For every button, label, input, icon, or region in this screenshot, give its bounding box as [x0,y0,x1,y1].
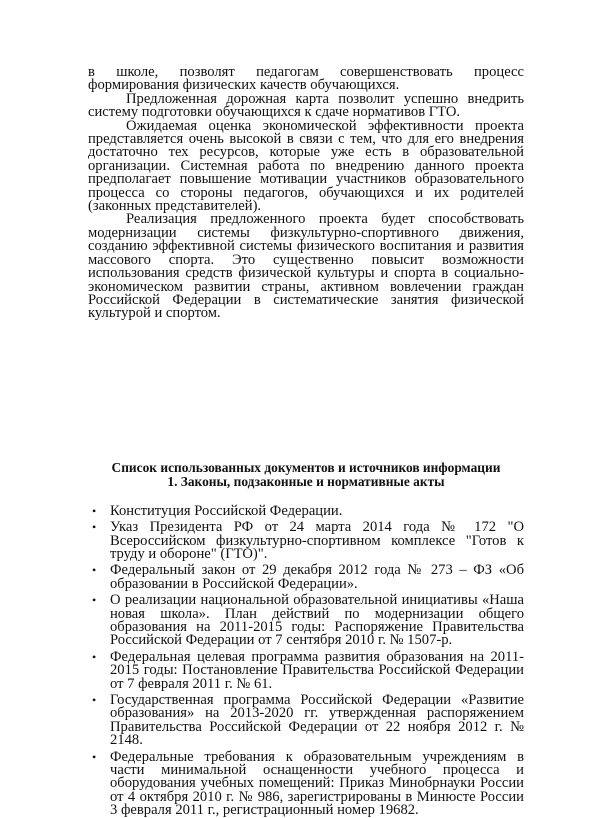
bullet-icon: • [92,520,97,535]
reference-item [92,562,524,592]
body-paragraph-1: в школе, позволят педагогам совершенствовать процесс формирования физических качеств обучающихся. [88,64,524,94]
bullet-icon: • [92,749,97,764]
references-list [88,502,524,818]
reference-text: Федеральные требования к образовательным учреждениям в части минимальной оснащенности учебного процесса и оборудования учебных помещений: Приказ Минобрнауки России от 4 октября 2010 г. № 986, зарегистрированы в Минюсте России 3 февраля 2011 г., регистрационный номер 19682. [110,748,524,818]
reference-text: Федеральный закон от 29 декабря 2012 года № 273 – ФЗ «Об образовании в Российской Федерации». [110,562,524,592]
body-paragraph-2: Предложенная дорожная карта позволит успешно внедрить систему подготовки обучающихся к сдаче нормативов ГТО. [88,90,524,121]
reference-text: Государственная программа Российской Федерации «Развитие образования» на 2013-2020 гг. утвержденная распоряжением Правительства Российской Федерации от 22 ноября 2012 г. № 2148. [110,692,524,749]
reference-text: Указ Президента РФ от 24 марта 2014 года № 172 "О Всероссийском физкультурно-спортивном комплексе "Готов к труду и обороне" (ГТО)". [110,519,524,562]
references-heading [88,461,524,489]
reference-item [92,692,524,749]
bullet-icon: • [92,563,97,578]
bullet-icon: • [92,593,97,608]
body-paragraph-3: Ожидаемая оценка экономической эффективности проекта представляется очень высокой в связи с тем, что для его внедрения достаточно тех ресурсов, которые уже есть в образовательной организации. Системная работа по внедрению данного проекта предполагает повышение мотивации участников образовательного процесса со стороны педагогов, обучающихся и их родителей (законных представителей). [88,117,524,215]
bullet-icon: • [92,503,97,518]
reference-item [92,648,524,692]
body-paragraph-4: Реализация предложенного проекта будет способствовать модернизации системы физкультурно-спортивного движения, созданию эффективной системы физического воспитания и развития массового спорта. Это существенно повысит возможности использования средств физической культуры и спорта в социально-экономическом развитии страны, активном вовлечении граждан Российской Федерации в систематические занятия физической культурой и спортом. [88,211,524,322]
reference-text: Федеральная целевая программа развития образования на 2011-2015 годы: Постановление Правительства Российской Федерации от 7 февраля 2011 г. № 61. [110,648,524,692]
reference-item [92,748,524,818]
reference-text: О реализации национальной образовательной инициативы «Наша новая школа». План действий по модернизации общего образования на 2011-2015 годы: Распоряжение Правительства Российской Федерации от 7 сентября 2010 г. № 1507-р. [110,592,524,649]
references-subtitle: 1. Законы, подзаконные и нормативные акты [167,473,445,489]
reference-item [92,519,524,562]
bullet-icon: • [92,649,97,664]
reference-text: Конституция Российской Федерации. [110,502,343,519]
bullet-icon: • [92,693,97,707]
references-title: Список использованных документов и источников информации [111,459,501,475]
reference-item [92,502,524,519]
reference-item [92,592,524,649]
